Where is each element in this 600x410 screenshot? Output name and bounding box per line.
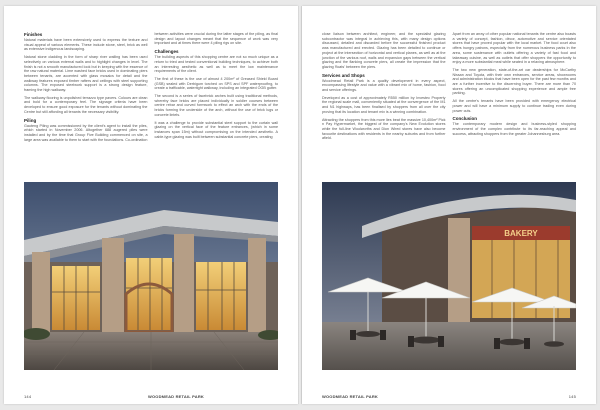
conclusion-heading: Conclusion: [452, 116, 477, 122]
challenges-paragraph: It was a challenge to provide substantial steel support to the curtain wall glazing on the vertical face of the feature entrances, (which in some instances span 15m) without compromising on the intended aesthetic. A cable-type glazing was built between substantial concrete piers, creating: [154, 120, 278, 139]
text-column-1: [24, 32, 148, 145]
challenges-heading: Challenges: [154, 49, 179, 55]
page-number: 145: [568, 394, 576, 399]
right-page-text-columns: [322, 32, 576, 144]
running-title: WOODMEAD RETAIL PARK: [148, 394, 204, 399]
challenges-paragraph: The second is a series of facebrick arches built using traditional methods, whereby face bricks are placed individually in soldier courses between centre rebar and curved formwork to effect an arch with the ends of the bricks forming the underside of the arch, without the use of brick lugs or concrete lintels.: [154, 94, 278, 117]
mall-entrance-dusk-photo: [24, 182, 278, 370]
services-paragraph: Woodmead Retail Park is a quality development in every aspect, encompassing lifestyle and value with a vibrant mix of home, fashion, food and service offerings.: [322, 78, 446, 93]
tenants-paragraph: All the centre's tenants have been provided with emergency electrical power and will have a minimum supply to continue trading even during power cuts.: [452, 99, 576, 113]
conclusion-paragraph: The contemporary modern design and business-styled shopping environment of the complex contribute to its far-reaching appeal and success, attracting shoppers from the greater Johannesburg area.: [452, 122, 576, 136]
tenants-paragraph: The two new generation, state-of-the-art car dealerships for McCarthy Nissan and Toyota, with their own entrances, service areas, showrooms and administration blocks that have been open for the past few months and are a further incentive to the discerning buyer. There are more than 70 stores offering an uncomplicated shopping experience and ample free parking.: [452, 67, 576, 96]
finishes-paragraph: Natural stone cladding in the form of sharp river walling has been used selectively on various external walls and to highlight changes in level. The finish is not a smooth manufactured look but in keeping with the essence of the raw natural material. Lime washed face bricks used in dominating piers between tenants, are accented with glass mosaics for detail and the walkway features exposed timber rafters and ceilings with steel supporting columns. The exposed steelwork support is a strong design feature, framing the high walkway.: [24, 55, 148, 93]
piling-heading: Piling: [24, 117, 37, 123]
finishes-paragraph: Natural materials have been extensively used to express the texture and visual appeal of various elements. These include stone, steel, brick as well as extensive indigenous landscaping.: [24, 38, 148, 52]
bakery-sign-text: BAKERY: [504, 229, 538, 238]
right-page: [302, 6, 596, 404]
challenges-paragraph: The building aspects of this shopping centre are not so much unique as a return to tried and tested conventional building techniques, to achieve both an interesting aesthetic as well as to meet the low maintenance requirements of the client.: [154, 55, 278, 74]
text-column-2: [155, 32, 279, 145]
text-column-4: [453, 32, 577, 144]
finishes-paragraph: The walkway flooring is unpolished terrazzo type pavers. Colours are clean and bold for a contemporary feel. The signage criteria have been developed to ensure good exposure for the tenants without dominating the Centre but still affording all tenants the necessary visibility.: [24, 95, 148, 114]
left-page-text-columns: [24, 32, 278, 145]
food-court-umbrellas-photo: [322, 182, 576, 370]
continued-paragraph: close liaison between architect, engineer, and the specialist glazing subcontractor was integral in achieving this, with many design options discussed, detailed and discarded before the successful finished product was manufactured and erected. Glazing has been detailed to continue or project at the intersection of horizontal and vertical planes, as well as at the junction of the various roof, walls and expansion gaps between the vertical glazing and the flanking concrete piers, all create the impression that the glazing 'floats' between the piers.: [322, 32, 446, 69]
services-heading: Services and Shops: [322, 72, 365, 78]
continued-paragraph: between activities were crucial during the latter stages of the piling, as final design and layout changes meant that the sequence of work was very important and at times there were 4 piling rigs on site.: [154, 32, 278, 46]
text-column-3: [322, 32, 446, 144]
piling-paragraph: Gauteng Piling was commissioned by the client's agent to install the piles, which started in November 2006. Altogether 688 augered piles were installed and by the time that Group Five Building commenced on site, a large area was available to them to start with the foundations. Co-ordination: [24, 123, 148, 142]
left-page: [4, 6, 298, 404]
finishes-heading: Finishes: [24, 32, 43, 37]
services-paragraph: Attracting the shoppers from this more lies beat the massive 10,400m² Pick n Pay Hypermarket, the biggest of the company's New Evolution stores while the full-line Woolworths and Dion Wired stores have also become favourite destinations with residents in the nearby suburbs and from further afield.: [322, 117, 446, 141]
challenges-paragraph: The first of these is the use of almost 4 200m² of Greased Shield Board (GSB) sealed with Derbigum torched on SPS and SPF waterproofing, to create a trafficable, watertight walkway, including an integrated OGB gutter.: [154, 76, 278, 91]
running-title: WOODMEAD RETAIL PARK: [322, 394, 378, 399]
page-number: 144: [24, 394, 32, 399]
tenants-paragraph: Apart from an array of other popular national tenants the centre also boasts a variety of concept, fashion, décor, automotive and service orientated stores that have proved popular with the local market. The food court also offers hungry patrons, especially from the numerous business parks in the area, some sustenance with outlets offering a variety of fast food and takeaway cuisine, as well as outlets that offer shoppers the opportunity to enjoy a more substantial meal while seated in a relaxing atmosphere.: [452, 32, 576, 65]
services-paragraph: Developed as a cost of approximately R550 million by Investec Property the regional scale mall, conveniently situated at the convergence of the M1 and N1 highways, has been finalised by shoppers from all over the city proving that its location and tenant mix is a winning combination.: [322, 95, 446, 114]
